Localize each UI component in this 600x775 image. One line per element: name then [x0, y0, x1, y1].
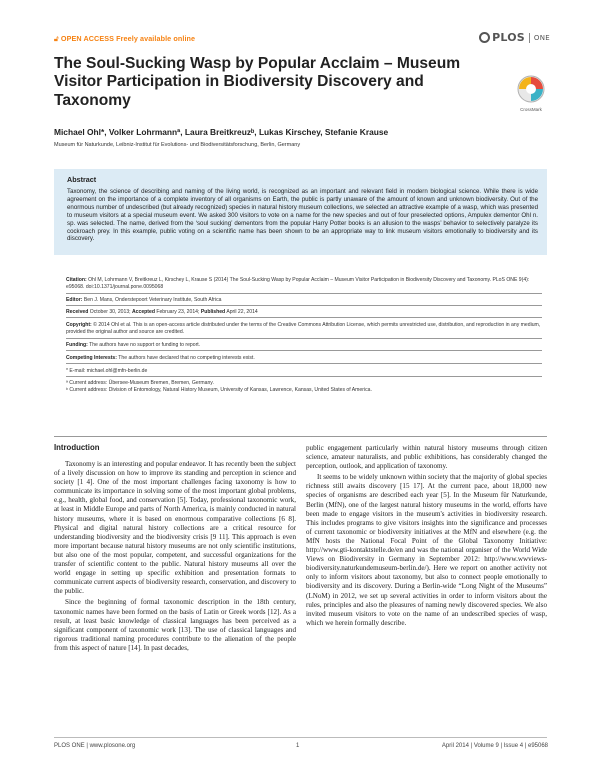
intro-right-column: [306, 444, 547, 630]
current-address-b: ᵇ Current address: Division of Entomology, Natural History Museum, University of Kansas, Lawrence, Kansas, United States of America.: [66, 387, 372, 393]
meta-divider: [66, 376, 542, 377]
copyright-line: [66, 322, 542, 335]
published-date: April 22, 2014: [226, 309, 258, 315]
editor-text: Ben J. Mans, Onderstepoort Veterinary Institute, South Africa: [83, 297, 222, 303]
introduction-heading: Introduction: [54, 443, 100, 452]
footer-divider: [54, 737, 547, 738]
citation-line: [66, 277, 542, 290]
dates-line: [66, 309, 542, 316]
copyright-text: © 2014 Ohl et al. This is an open-access article distributed under the terms of the Creative Commons Attribution License, which permits unrestricted use, distribution, and reproduction in any medium, provided the original author and source are credited.: [66, 322, 541, 335]
open-access-free-text: Freely available online: [116, 34, 196, 43]
funding-label: Funding:: [66, 342, 88, 348]
meta-divider: [66, 363, 542, 364]
abstract-panel: [54, 169, 547, 255]
intro-left-column: [54, 460, 296, 655]
accepted-label: Accepted: [132, 309, 155, 315]
journal-logo-word: PLOS: [492, 31, 525, 44]
accepted-date: February 23, 2014;: [156, 309, 200, 315]
competing-interests-line: [66, 355, 542, 362]
funding-text: The authors have no support or funding to report.: [89, 342, 201, 348]
editor-line: [66, 297, 542, 304]
footer-journal-url[interactable]: PLOS ONE | www.plosone.org: [54, 743, 136, 749]
journal-logo-sub: ONE: [533, 33, 550, 42]
crossmark-icon: [513, 74, 549, 106]
open-access-label: OPEN ACCESS: [60, 34, 115, 43]
intro-paragraph: public engagement particularly within natural history museums through citizen science, amateur naturalists, and public exhibitions, has considerably changed the perception, outlook, and application of taxonomy.: [306, 444, 547, 471]
abstract-text: Taxonomy, the science of describing and naming of the living world, is recognized as an important and relevant field in modern biological science. While there is wide agreement on the importance of a complete inventory of all organisms on Earth, the public is partly unaware of the amount of known and unknown biodiversity. Out of the enormous number of undescribed (but already recognized) species in natural history museum collections, we selected an attractive example of a wasp, which was presented to museum visitors at a special museum event. We asked 300 visitors to vote on a name for the new species and out of four preselected options, Ampulex dementor Ohl n. sp. was selected. The name, derived from the ‘soul sucking’ dementors from the popular Harry Potter books is an allusion to the wasps’ behavior to selectively paralyze its cockroach prey. In this example, public voting on a scientific name has been shown to be an appropriate way to link museum visitors emotionally to biodiversity and its discovery.: [67, 188, 538, 243]
email-line[interactable]: * E-mail: michael.ohl@mfn-berlin.de: [66, 368, 148, 374]
crossmark-badge[interactable]: [513, 74, 549, 114]
meta-divider: [66, 317, 542, 318]
current-address-a: ª Current address: Übersee-Museum Bremen, Bremen, Germany.: [66, 380, 214, 386]
funding-line: [66, 342, 542, 349]
intro-paragraph: It seems to be widely unknown within society that the majority of global species richness still awaits discovery [15 17]. At the current pace, about 18,000 new species of organisms are described each year [5]. In the Museum für Naturkunde, Berlin (MfN), one of the largest natural history museums in the world, efforts have been made to engage visitors in the museum's activities in biodiversity research. This includes programs to give visitors insights into the significance and processes of current taxonomic or biodiversity initiatives at the MfN and elsewhere (e.g. the MfN hosts the National Focal Point of the Global Taxonomy Initiative: http://www.gti-kontaktstelle.de/en and was the national organiser of the World Wide Views on Biodiversity in Germany in September 2012: http://www.wwviews-biodiversity.naturkundemuseum-berlin.de/). Here we report on another activity not only to inform visitors about taxonomy, but also to connect people emotionally to biodiversity and its discovery. During a Berlin-wide “Long Night of the Museums” (LNoM) in 2012, we set up several activities in order to inform visitors about the rules, principles and also the pleasures of naming newly discovered species. We also invited museum visitors to vote on the name of an undescribed species of wasp, which we herein formally describe.: [306, 473, 547, 627]
competing-interests-text: The authors have declared that no competing interests exist.: [118, 355, 255, 361]
copyright-label: Copyright:: [66, 322, 92, 328]
citation-text: Ohl M, Lohrmann V, Breitkreuz L, Kirschey L, Krause S (2014) The Soul-Sucking Wasp by Popular Acclaim – Museum Visitor Participation in Biodiversity Discovery and Taxonomy. PLoS ONE 9(4): e95068. doi:10.1371/journal.pone.0095068: [66, 277, 530, 290]
received-date: October 30, 2013;: [89, 309, 131, 315]
intro-paragraph: Taxonomy is an interesting and popular endeavor. It has recently been the subject of a lively discussion on how to improve its standing and perception in science and society [1 4]. One of the most important challenges facing taxonomy is how to communicate its importance in solving some of the most important global problems, e.g., health, global food, and conservation [5]. Today, professional taxonomic work, at least in Middle Europe and parts of North America, is mainly conducted in natural history museums, where it is based on enormous comparative collections [6 8]. Physical and digital natural history collections are a critical resource for understanding biodiversity and the biodiversity crisis [9 11]. This approach is even more important because natural history museums are not only scientific institutions, but also one of the most popular, competent, and successful organizations for the transfer of scientific content to the public. Natural history museums all over the world engage in setting up specific exhibition and presentation formats to communicate current aspects of biodiversity research, conservation, and discovery to the public.: [54, 460, 296, 596]
plos-logo-icon: [479, 32, 490, 43]
intro-divider: [54, 436, 547, 437]
intro-paragraph: Since the beginning of formal taxonomic description in the 18th century, taxonomic names have been formed on the basis of Latin or Greek words [12]. As a result, at least basic knowledge of classical languages has been perceived as a significant component of taxonomic work [13]. The use of classical languages and rigorous traditional naming procedures contribute to the alienation of the people from this aspect of nature [14]. In past decades,: [54, 598, 296, 652]
citation-label: Citation:: [66, 277, 87, 283]
page-number: 1: [296, 743, 300, 749]
competing-interests-label: Competing Interests:: [66, 355, 117, 361]
author-affiliation: Museum für Naturkunde, Leibniz-Institut für Evolutions- und Biodiversitätsforschung, Berlin, Germany: [54, 142, 301, 148]
abstract-heading: Abstract: [67, 175, 97, 184]
open-access-banner: [54, 34, 195, 44]
received-label: Received: [66, 309, 89, 315]
article-title: The Soul-Sucking Wasp by Popular Acclaim – Museum Visitor Participation in Biodiversity Discovery and Taxonomy: [54, 55, 461, 109]
journal-logo[interactable]: [479, 31, 550, 44]
logo-divider: [529, 33, 530, 43]
published-label: Published: [200, 309, 226, 315]
meta-divider: [66, 350, 542, 351]
meta-divider: [66, 305, 542, 306]
editor-label: Editor:: [66, 297, 83, 303]
open-access-lock-icon: 🔓︎: [54, 34, 59, 43]
crossmark-label: CrossMark: [520, 107, 542, 112]
meta-divider: [66, 338, 542, 339]
footer-issue-info: April 2014 | Volume 9 | Issue 4 | e95068: [441, 743, 548, 749]
meta-divider: [66, 293, 542, 294]
author-list: Michael Ohl*, Volker Lohrmannª, Laura Breitkreuzᵇ, Lukas Kirschey, Stefanie Krause: [54, 127, 389, 137]
